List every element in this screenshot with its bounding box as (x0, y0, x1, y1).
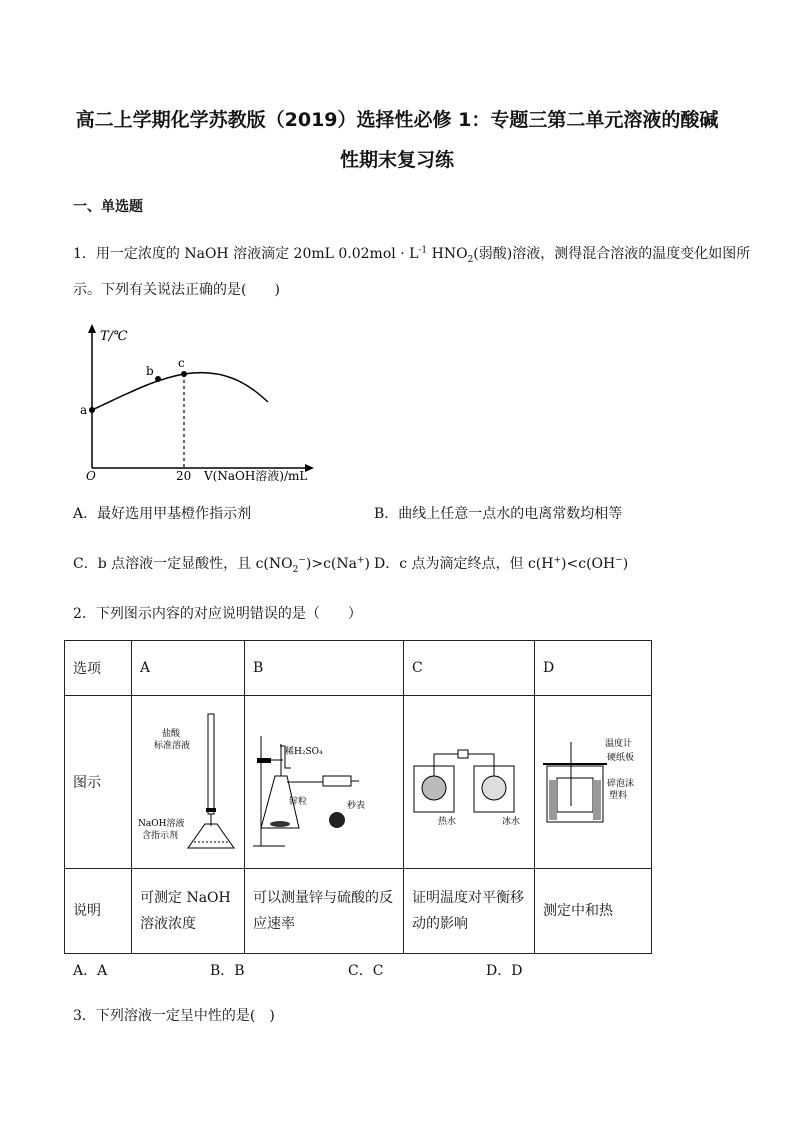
neutralization-heat-figure (535, 696, 651, 864)
point-c-label: c (178, 356, 185, 370)
point-a-label: a (80, 403, 88, 417)
row-label-figure: 图示 (65, 696, 132, 869)
row-label-desc: 说明 (65, 869, 132, 954)
q1-stem-line1: 1．用一定浓度的 NaOH 溶液滴定 20mL $0.02mol \cdot L^{-1}$ $HNO_2$(弱酸)溶液，测得混合溶液的温度变化如图所 (73, 245, 751, 265)
header-b: B (245, 641, 404, 696)
svg-text:冰水: 冰水 (502, 817, 521, 827)
desc-c: 证明温度对平衡移动的影响 (404, 869, 535, 954)
svg-text:硬纸板: 硬纸板 (607, 753, 635, 763)
point-c-marker (181, 371, 187, 377)
q1-option-b[interactable]: B．曲线上任意一点水的电离常数均相等 (374, 506, 623, 522)
q2-answer-a[interactable]: A．A (73, 963, 108, 979)
svg-text:锌粒: 锌粒 (289, 797, 308, 807)
svg-text:热水: 热水 (438, 817, 457, 827)
svg-text:NaOH溶液: NaOH溶液 (138, 819, 185, 829)
q1-option-d[interactable]: D．c 点为滴定终点，但 c(H+)<c(OH−) (374, 555, 629, 572)
q1-option-a[interactable]: A．最好选用甲基橙作指示剂 (73, 506, 252, 522)
header-d: D (535, 641, 652, 696)
desc-d: 测定中和热 (535, 869, 652, 954)
doc-title-line1: 高二上学期化学苏教版（2019）选择性必修 1：专题三第二单元溶液的酸碱 (75, 109, 719, 131)
svg-text:盐酸: 盐酸 (162, 729, 181, 739)
q2-table (64, 640, 652, 954)
titration-figure (132, 696, 244, 864)
header-option: 选项 (65, 641, 132, 696)
svg-text:碎泡沫: 碎泡沫 (607, 779, 635, 789)
q2-answer-d[interactable]: D．D (486, 963, 523, 979)
desc-b: 可以测量锌与硫酸的反应速率 (245, 869, 404, 954)
doc-title-line2: 性期末复习练 (339, 149, 454, 171)
temperature-graph (72, 322, 332, 482)
q2-answer-b[interactable]: B．B (210, 963, 245, 979)
origin-label: O (86, 469, 96, 482)
svg-text:秒表: 秒表 (347, 801, 366, 811)
equilibrium-figure (404, 696, 534, 864)
reaction-rate-figure (245, 696, 403, 864)
svg-text:含指示剂: 含指示剂 (142, 831, 179, 841)
q1-option-c[interactable]: C．b 点溶液一定显酸性，且 $c(NO_2^-)>c(Na^+)$ (73, 555, 370, 575)
header-a: A (132, 641, 245, 696)
point-b-label: b (146, 364, 154, 378)
x-axis-label: V(NaOH溶液)/mL (204, 469, 308, 482)
header-c: C (404, 641, 535, 696)
q2-answer-c[interactable]: C．C (348, 963, 384, 979)
section-heading: 一、单选题 (73, 199, 143, 215)
y-axis-label: T/℃ (100, 329, 128, 344)
point-a-marker (89, 407, 95, 413)
svg-text:温度计: 温度计 (605, 739, 633, 749)
q2-stem: 2．下列图示内容的对应说明错误的是（ ） (73, 606, 362, 622)
svg-text:塑料: 塑料 (609, 791, 628, 801)
q1-stem-line2: 示。下列有关说法正确的是( ) (73, 282, 280, 298)
desc-a: 可测定 NaOH 溶液浓度 (132, 869, 245, 954)
x-tick-20: 20 (176, 469, 192, 482)
svg-text:标准溶液: 标准溶液 (154, 741, 191, 751)
q3-stem: 3．下列溶液一定呈中性的是( ) (73, 1008, 275, 1024)
point-b-marker (155, 376, 161, 382)
svg-text:稀H₂SO₄: 稀H₂SO₄ (285, 747, 323, 757)
